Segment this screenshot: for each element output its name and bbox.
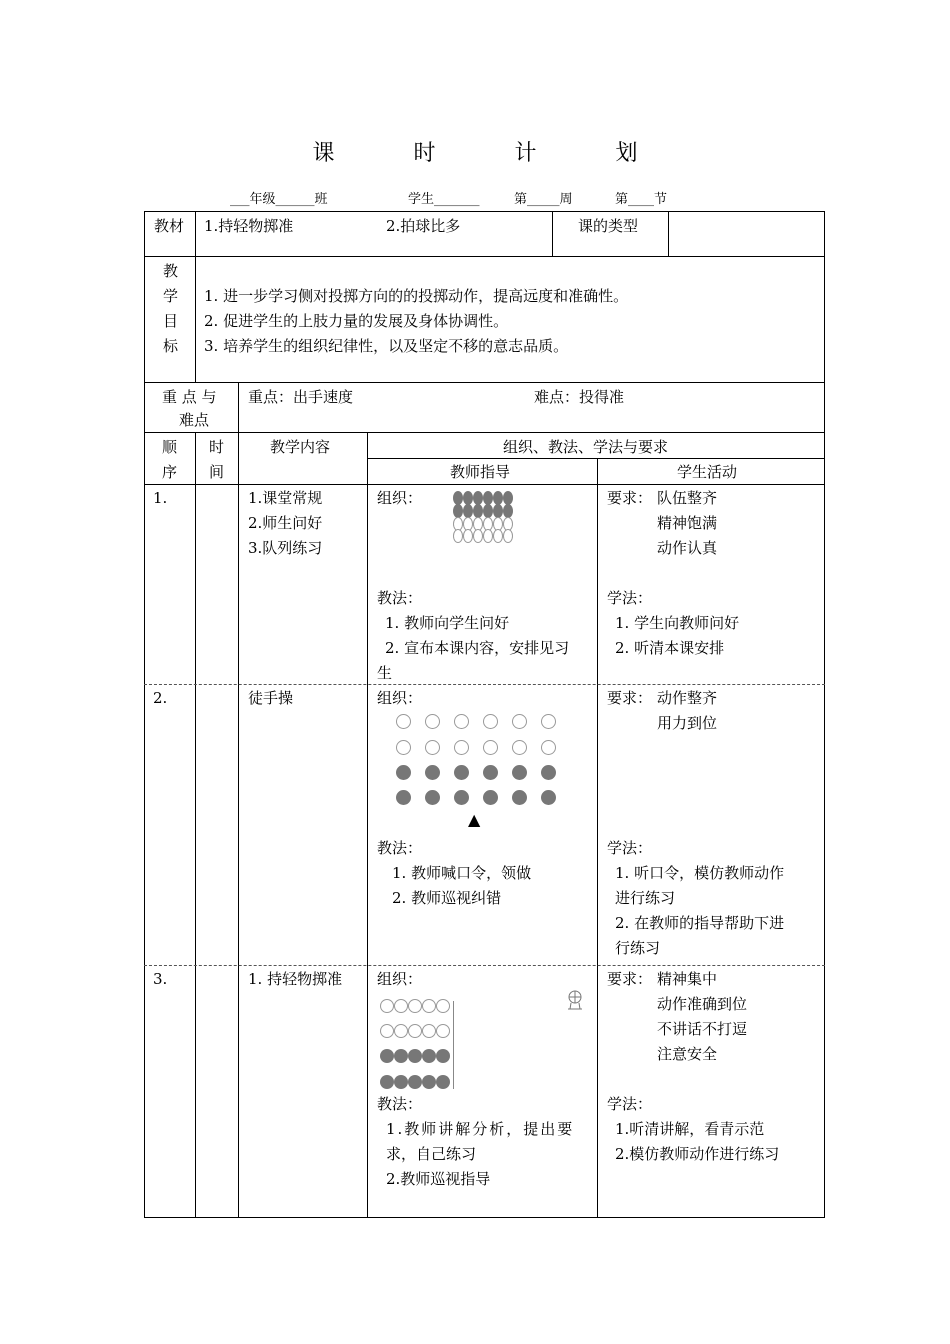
requirement-item: 精神集中 <box>657 970 718 988</box>
week-field: 第_____周 <box>514 192 573 207</box>
student-dot <box>454 714 469 729</box>
student-dot <box>396 790 411 805</box>
student-dot <box>425 790 440 805</box>
content-item: 3.队列练习 <box>248 539 323 557</box>
student-dot <box>394 1049 408 1063</box>
student-method: 进行练习 <box>615 889 676 907</box>
student-dot <box>512 740 527 755</box>
student-dot <box>483 504 493 518</box>
lesson-field: 第____节 <box>615 192 668 207</box>
method-label: 教法： <box>377 839 423 857</box>
student-dot <box>408 999 422 1013</box>
student-dot <box>408 1049 422 1063</box>
teacher-position-icon: ▲ <box>468 810 481 829</box>
objectives-label-char: 学 <box>163 287 179 305</box>
student-dot <box>396 740 411 755</box>
student-dot <box>541 714 556 729</box>
difficulty-text: 难点：投得准 <box>534 388 625 406</box>
student-dot <box>463 504 473 518</box>
student-dot <box>541 740 556 755</box>
objectives-label-char: 教 <box>163 262 179 280</box>
material-item-1: 1.持轻物掷准 <box>204 217 294 235</box>
focus-label-line1: 重 点 与 <box>162 388 217 406</box>
header-group: 组织、教法、学法与要求 <box>503 438 669 456</box>
student-dot <box>408 1075 422 1089</box>
study-label: 学法： <box>607 1095 653 1113</box>
method-label: 教法： <box>377 589 423 607</box>
student-dot <box>380 1049 394 1063</box>
student-field: 学生_______ <box>408 192 480 207</box>
student-dot <box>436 1075 450 1089</box>
teacher-method: 2. 教师巡视纠错 <box>392 889 502 907</box>
throwing-formation-diagram <box>380 999 460 1091</box>
student-dot <box>483 790 498 805</box>
page-title: 课 时 计 划 <box>312 141 674 166</box>
study-label: 学法： <box>607 839 653 857</box>
student-dot <box>483 491 493 505</box>
section-number: 1. <box>153 489 168 507</box>
student-dot <box>380 1024 394 1038</box>
student-method: 1. 学生向教师问好 <box>615 614 740 632</box>
requirement-item: 动作准确到位 <box>657 995 748 1013</box>
requirement-item: 队伍整齐 <box>657 489 718 507</box>
student-dot <box>380 1075 394 1089</box>
requirement-item: 精神饱满 <box>657 514 718 532</box>
requirement-item: 不讲话不打逗 <box>657 1020 748 1038</box>
organization-label: 组织： <box>377 489 423 507</box>
material-label: 教材 <box>154 217 185 235</box>
student-dot <box>422 999 436 1013</box>
header-content: 教学内容 <box>270 438 331 456</box>
student-dot <box>454 765 469 780</box>
student-dot <box>512 790 527 805</box>
formation-diagram <box>396 714 558 808</box>
lesson-type-label: 课的类型 <box>578 217 639 235</box>
student-dot <box>541 765 556 780</box>
student-dot <box>483 714 498 729</box>
student-dot <box>436 1049 450 1063</box>
student-dot <box>453 529 463 543</box>
teacher-method: 2.教师巡视指导 <box>386 1170 491 1188</box>
student-method: 2.模仿教师动作进行练习 <box>615 1145 780 1163</box>
student-dot <box>493 504 503 518</box>
requirement-item: 动作认真 <box>657 539 718 557</box>
student-dot <box>453 504 463 518</box>
student-dot <box>512 714 527 729</box>
student-dot <box>436 999 450 1013</box>
student-dot <box>425 740 440 755</box>
requirement-label: 要求： <box>607 489 653 507</box>
student-dot <box>493 491 503 505</box>
objective-item: 1. 进一步学习侧对投掷方向的的投掷动作，提高远度和准确性。 <box>204 287 629 305</box>
student-dot <box>473 529 483 543</box>
header-time: 间 <box>209 463 225 481</box>
objectives-label-char: 目 <box>163 312 179 330</box>
throwing-line <box>453 1001 454 1089</box>
student-method: 1.听清讲解，看青示范 <box>615 1120 765 1138</box>
focus-label-line2: 难点 <box>179 411 210 429</box>
student-dot <box>503 529 513 543</box>
material-item-2: 2.拍球比多 <box>386 217 461 235</box>
student-dot <box>422 1024 436 1038</box>
header-student: 学生活动 <box>677 463 738 481</box>
header-time: 时 <box>209 438 225 456</box>
student-dot <box>512 765 527 780</box>
student-dot <box>473 504 483 518</box>
content-item: 2.师生问好 <box>248 514 323 532</box>
student-dot <box>394 1075 408 1089</box>
student-dot <box>483 765 498 780</box>
student-dot <box>503 504 513 518</box>
student-dot <box>463 529 473 543</box>
student-dot <box>483 529 493 543</box>
organization-label: 组织： <box>377 970 423 988</box>
teacher-method: 1. 教师向学生问好 <box>385 614 510 632</box>
student-dot <box>436 1024 450 1038</box>
content-item: 1. 持轻物掷准 <box>248 970 343 988</box>
student-dot <box>396 765 411 780</box>
section-number: 3. <box>153 970 168 988</box>
header-order: 顺 <box>162 438 178 456</box>
content-item: 1.课堂常规 <box>248 489 323 507</box>
student-dot <box>422 1049 436 1063</box>
study-label: 学法： <box>607 589 653 607</box>
section-number: 2. <box>153 689 168 707</box>
requirement-item: 注意安全 <box>657 1045 718 1063</box>
header-teacher: 教师指导 <box>450 463 511 481</box>
teacher-method: 1.教师讲解分析，提出要 <box>386 1120 575 1138</box>
student-dot <box>394 999 408 1013</box>
teacher-method: 求，自己练习 <box>386 1145 477 1163</box>
student-dot <box>380 999 394 1013</box>
method-label: 教法： <box>377 1095 423 1113</box>
student-dot <box>463 491 473 505</box>
header-order: 序 <box>162 463 178 481</box>
organization-label: 组织： <box>377 689 423 707</box>
formation-diagram <box>453 491 513 543</box>
student-dot <box>454 740 469 755</box>
student-dot <box>503 491 513 505</box>
requirement-label: 要求： <box>607 970 653 988</box>
student-dot <box>541 790 556 805</box>
student-dot <box>408 1024 422 1038</box>
student-dot <box>396 714 411 729</box>
student-dot <box>483 740 498 755</box>
student-dot <box>454 790 469 805</box>
student-method: 2. 听清本课安排 <box>615 639 725 657</box>
teacher-method: 2. 宣布本课内容，安排见习 <box>385 639 570 657</box>
student-method: 2. 在教师的指导帮助下进 <box>615 914 785 932</box>
requirement-label: 要求： <box>607 689 653 707</box>
objectives-label-char: 标 <box>163 337 179 355</box>
student-dot <box>425 765 440 780</box>
requirement-item: 动作整齐 <box>657 689 718 707</box>
student-dot <box>453 491 463 505</box>
grade-field: ___年级______班 <box>230 192 328 207</box>
student-dot <box>473 491 483 505</box>
student-dot <box>422 1075 436 1089</box>
student-method: 1. 听口令，模仿教师动作 <box>615 864 785 882</box>
objective-item: 3. 培养学生的组织纪律性，以及坚定不移的意志品质。 <box>204 337 569 355</box>
teacher-method: 1. 教师喊口令，领做 <box>392 864 532 882</box>
teacher-method: 生 <box>377 664 393 682</box>
student-dot <box>394 1024 408 1038</box>
target-icon <box>565 989 585 1013</box>
student-method: 行练习 <box>615 939 661 957</box>
content-item: 徒手操 <box>248 689 294 707</box>
requirement-item: 用力到位 <box>657 714 718 732</box>
student-dot <box>425 714 440 729</box>
focus-text: 重点：出手速度 <box>248 388 354 406</box>
objective-item: 2. 促进学生的上肢力量的发展及身体协调性。 <box>204 312 509 330</box>
student-dot <box>493 529 503 543</box>
